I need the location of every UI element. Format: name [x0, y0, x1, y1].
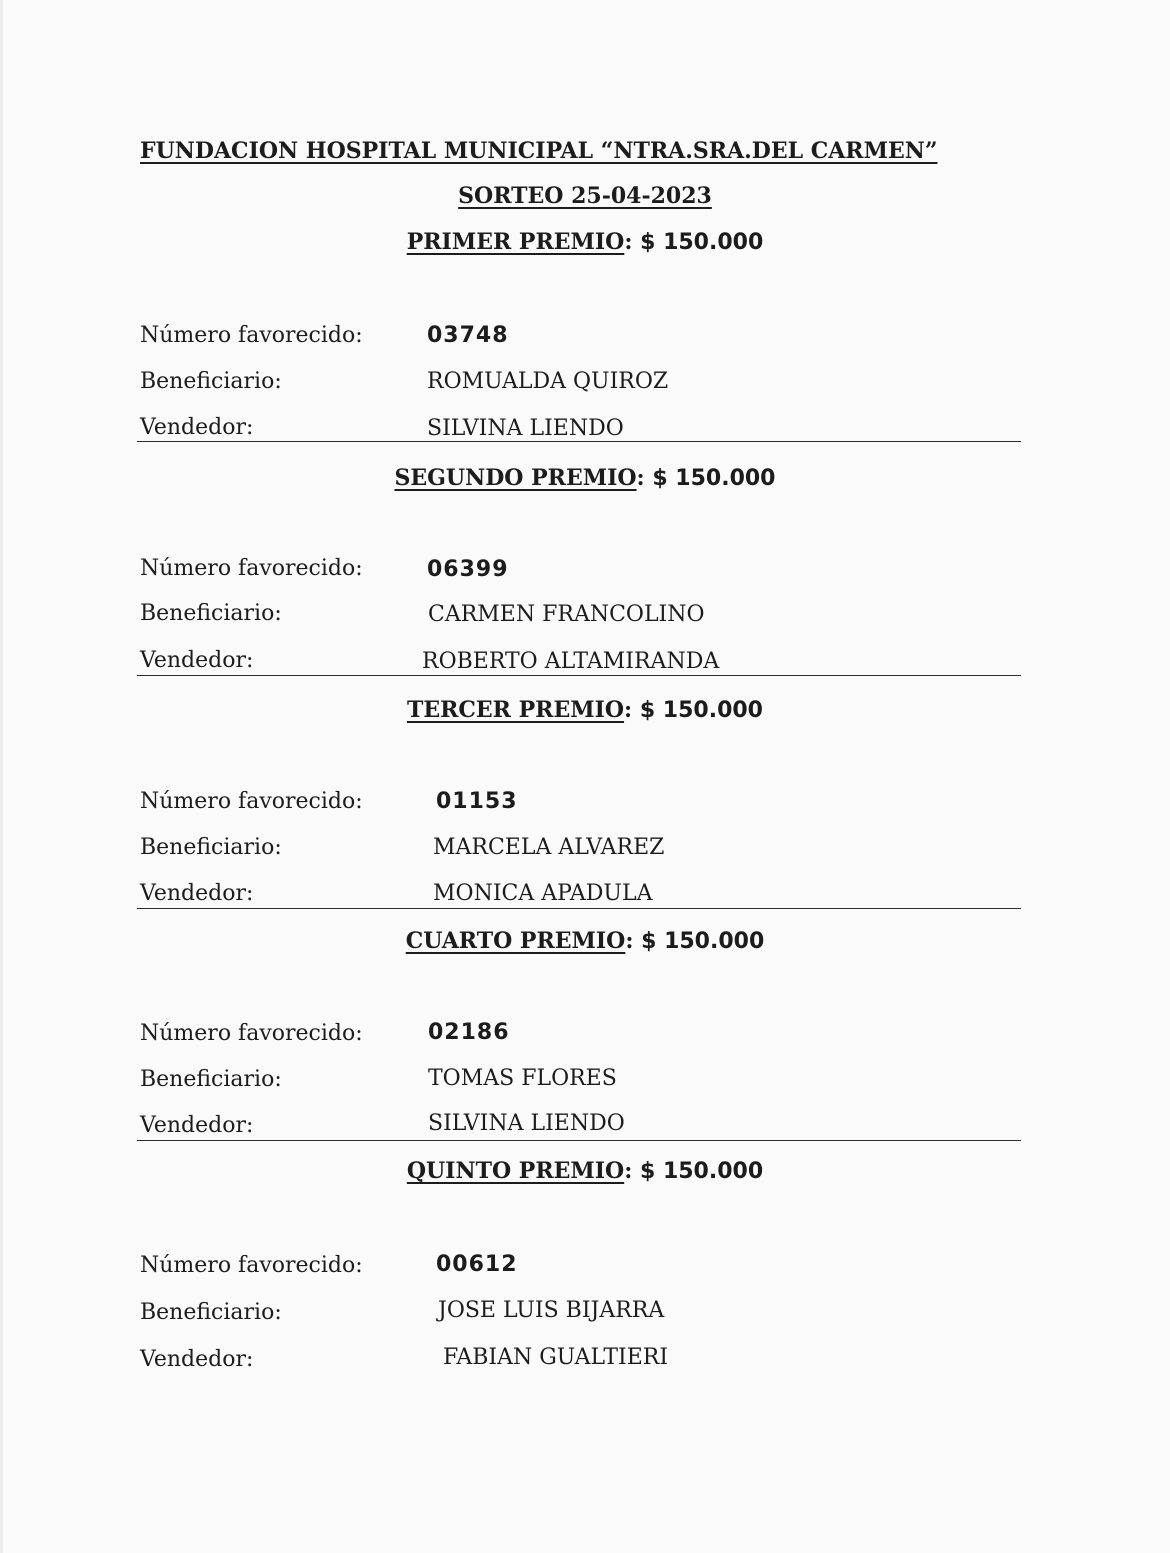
- seller-name: SILVINA LIENDO: [428, 1111, 625, 1136]
- prize-colon: :: [624, 1158, 633, 1184]
- number-label: Número favorecido:: [140, 323, 363, 348]
- prize-title: CUARTO PREMIO: [405, 928, 626, 954]
- prize-amount: $ 150.000: [633, 929, 765, 954]
- prize-heading-2: [0, 465, 1170, 491]
- seller-label: Vendedor:: [140, 1113, 254, 1138]
- seller-label: Vendedor:: [140, 881, 254, 906]
- beneficiary-name: ROMUALDA QUIROZ: [427, 369, 669, 394]
- beneficiary-name: MARCELA ALVAREZ: [433, 835, 665, 860]
- winning-number: 02186: [428, 1020, 510, 1045]
- document-title: FUNDACION HOSPITAL MUNICIPAL “NTRA.SRA.DEL CARMEN”: [140, 138, 938, 164]
- beneficiary-label: Beneficiario:: [140, 1300, 282, 1325]
- prize-colon: :: [624, 697, 633, 723]
- prize-title: SEGUNDO PREMIO: [394, 465, 637, 491]
- section-divider: [137, 675, 1021, 676]
- prize-colon: :: [636, 465, 645, 491]
- prize-heading-4: [0, 928, 1170, 954]
- prize-amount: $ 150.000: [644, 466, 776, 491]
- prize-heading-5: [0, 1158, 1170, 1184]
- number-label: Número favorecido:: [140, 556, 363, 581]
- number-label: Número favorecido:: [140, 1253, 363, 1278]
- beneficiary-label: Beneficiario:: [140, 369, 282, 394]
- prize-heading-1: [0, 229, 1170, 255]
- prize-title: PRIMER PREMIO: [406, 229, 625, 255]
- winning-number: 01153: [436, 789, 518, 814]
- draw-date-heading: SORTEO 25-04-2023: [458, 183, 712, 209]
- number-label: Número favorecido:: [140, 1021, 363, 1046]
- seller-name: MONICA APADULA: [433, 881, 653, 906]
- winning-number: 03748: [427, 323, 509, 348]
- seller-name: FABIAN GUALTIERI: [443, 1345, 669, 1370]
- seller-label: Vendedor:: [140, 1347, 254, 1372]
- prize-heading-3: [0, 697, 1170, 723]
- beneficiary-label: Beneficiario:: [140, 601, 282, 626]
- seller-name: ROBERTO ALTAMIRANDA: [422, 649, 720, 674]
- prize-colon: :: [624, 229, 633, 255]
- winning-number: 06399: [427, 557, 509, 582]
- beneficiary-name: CARMEN FRANCOLINO: [428, 602, 705, 627]
- seller-label: Vendedor:: [140, 648, 254, 673]
- beneficiary-name: TOMAS FLORES: [428, 1066, 617, 1091]
- section-divider: [137, 441, 1021, 442]
- number-label: Número favorecido:: [140, 789, 363, 814]
- section-divider: [137, 908, 1021, 909]
- prize-colon: :: [625, 928, 634, 954]
- beneficiary-name: JOSE LUIS BIJARRA: [438, 1298, 665, 1323]
- prize-title: TERCER PREMIO: [406, 697, 625, 723]
- seller-label: Vendedor:: [140, 415, 254, 440]
- section-divider: [137, 1140, 1021, 1141]
- prize-amount: $ 150.000: [632, 230, 764, 255]
- winning-number: 00612: [436, 1252, 518, 1277]
- beneficiary-label: Beneficiario:: [140, 835, 282, 860]
- beneficiary-label: Beneficiario:: [140, 1067, 282, 1092]
- seller-name: SILVINA LIENDO: [427, 416, 624, 441]
- prize-amount: $ 150.000: [632, 698, 763, 723]
- prize-title: QUINTO PREMIO: [406, 1158, 625, 1184]
- prize-amount: $ 150.000: [632, 1159, 764, 1184]
